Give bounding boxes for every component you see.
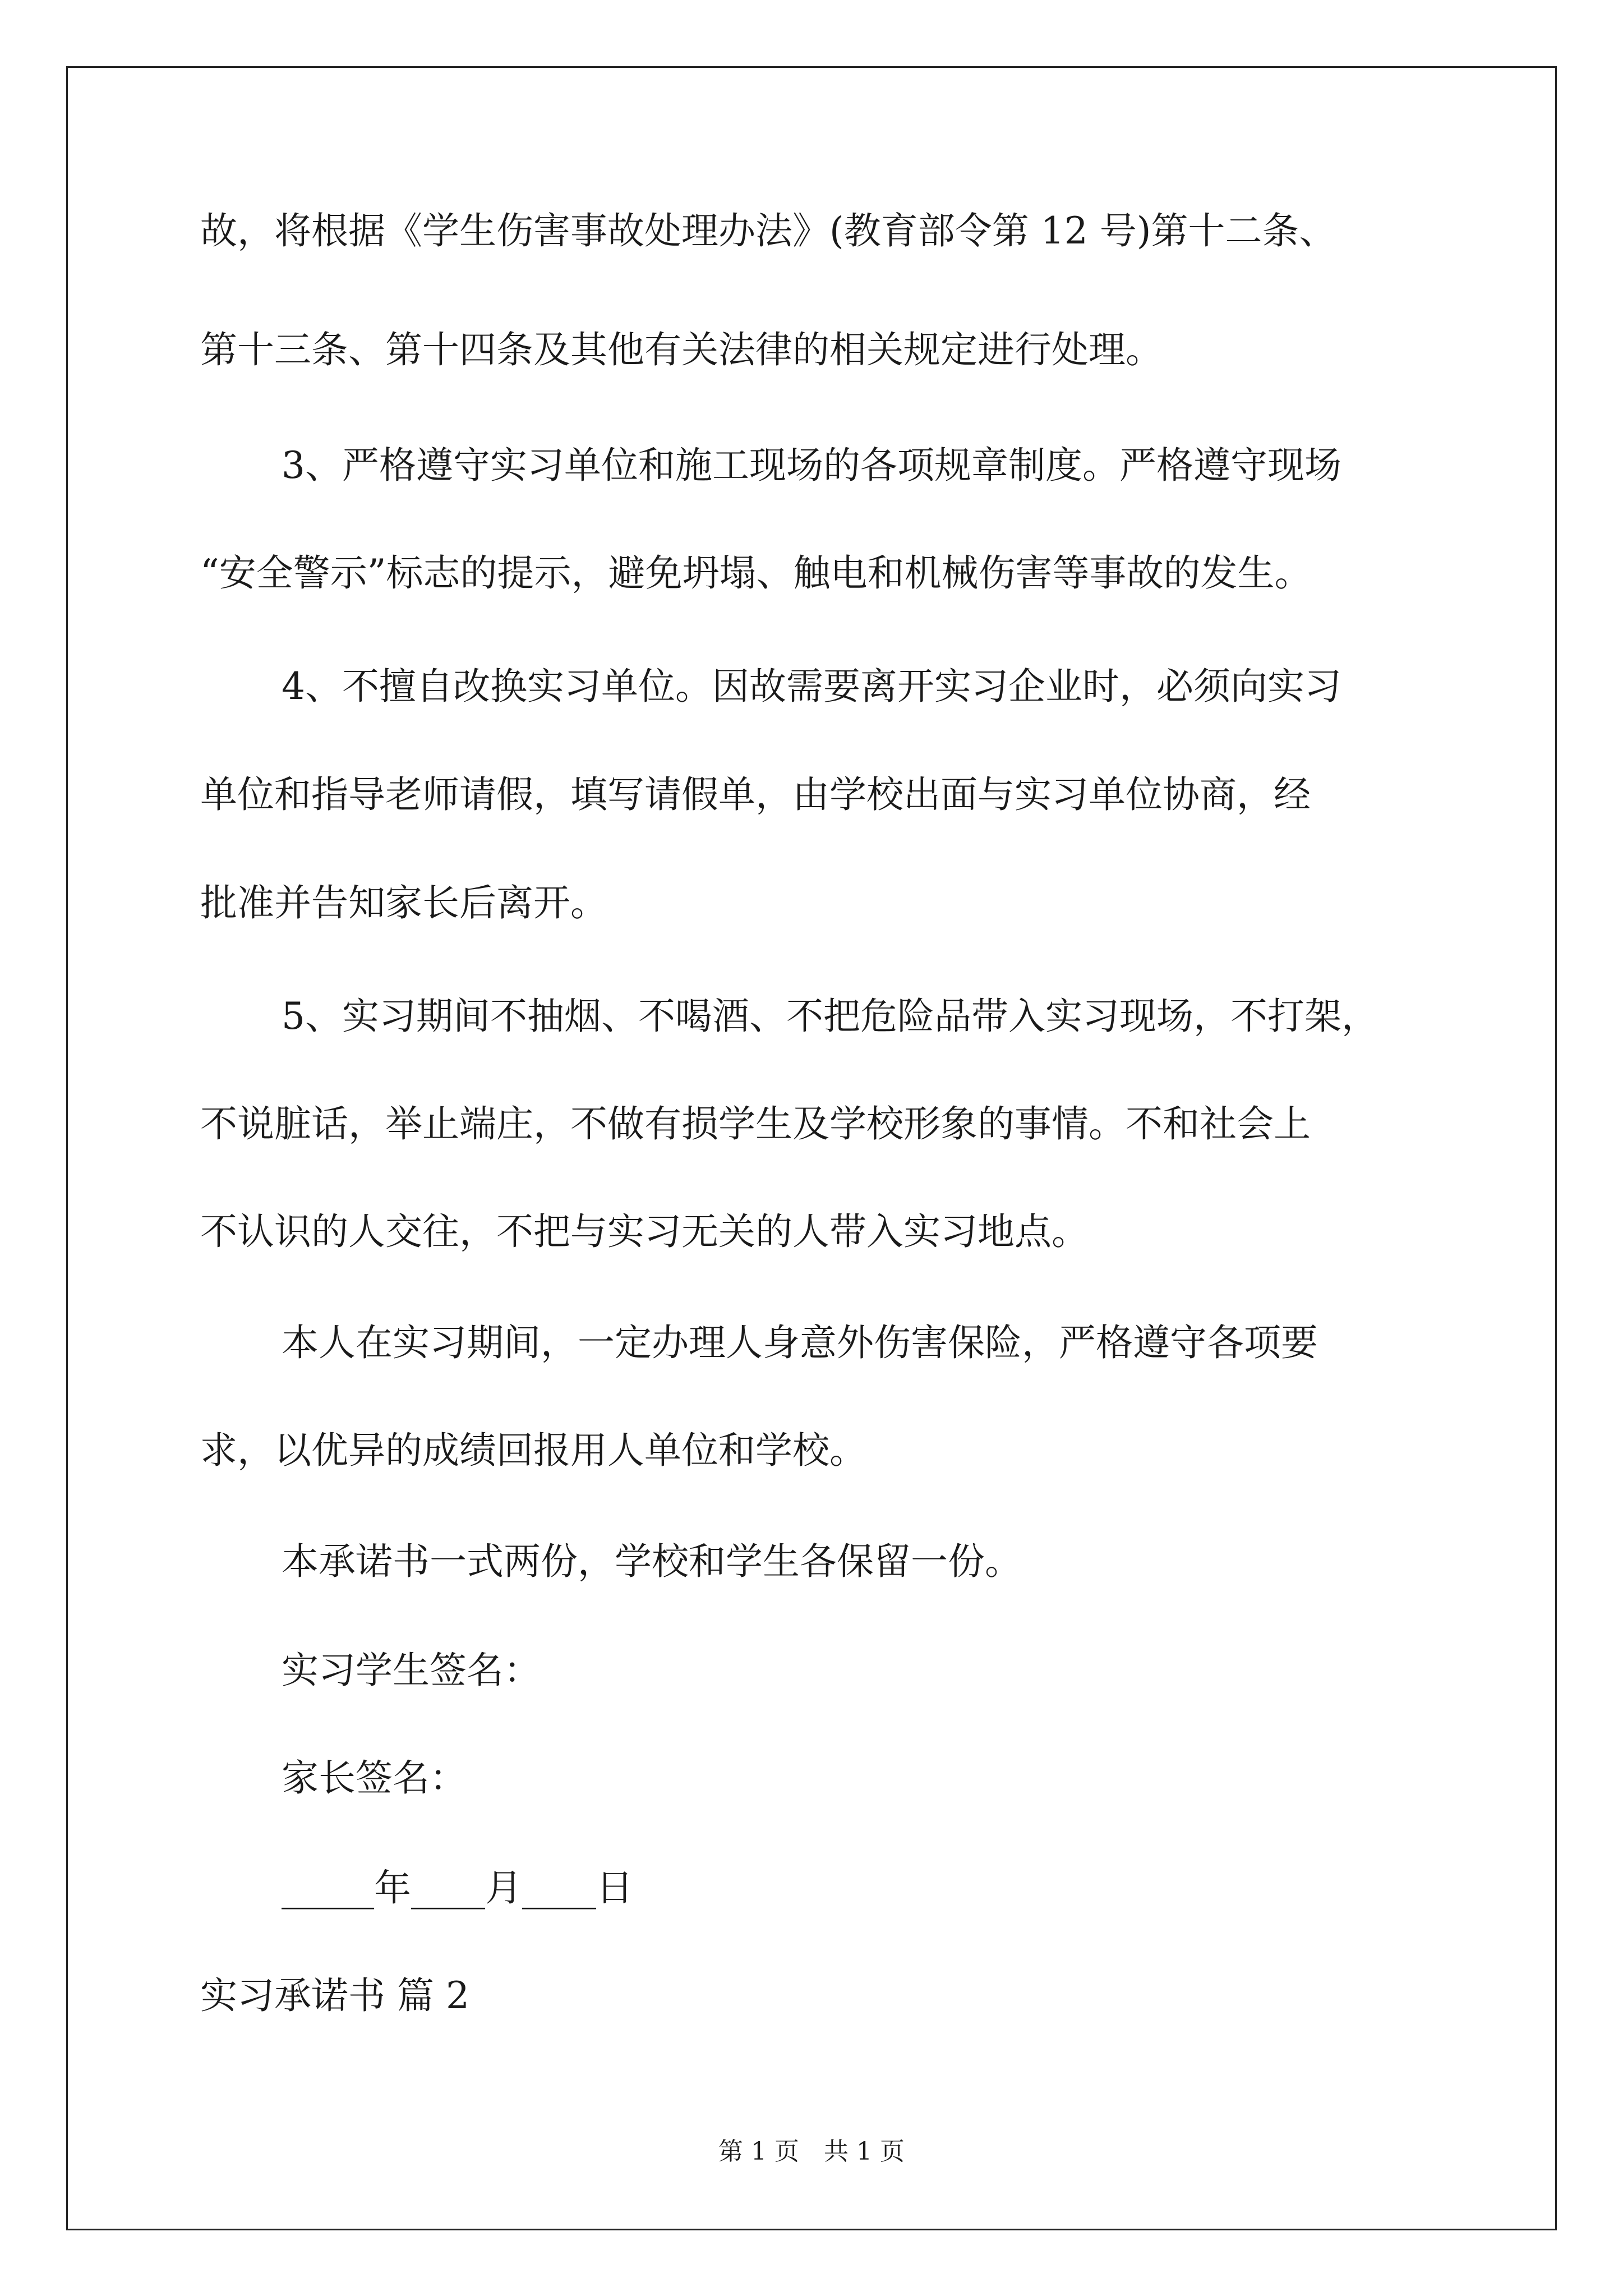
text-line: 第十三条、第十四条及其他有关法律的相关规定进行处理。 xyxy=(200,328,1163,371)
text-line: 批准并告知家长后离开。 xyxy=(200,881,607,924)
page-number: 第 1 页 共 1 页 xyxy=(718,2137,905,2166)
signature-student-label: 实习学生签名： xyxy=(282,1649,541,1692)
text-line: 4、不擅自改换实习单位。因故需要离开实习企业时，必须向实习 xyxy=(282,665,1341,708)
text-line: 5、实习期间不抽烟、不喝酒、不把危险品带入实习现场，不打架， xyxy=(282,995,1378,1038)
text-line: 不说脏话，举止端庄，不做有损学生及学校形象的事情。不和社会上 xyxy=(200,1102,1311,1145)
text-line: 不认识的人交往，不把与实习无关的人带入实习地点。 xyxy=(200,1210,1089,1253)
text-line: “安全警示”标志的提示，避免坍塌、触电和机械伤害等事故的发生。 xyxy=(200,551,1312,595)
text-line: 本承诺书一式两份，学校和学生各保留一份。 xyxy=(282,1540,1022,1583)
text-line: 故，将根据《学生伤害事故处理办法》(教育部令第 12 号)第十二条、 xyxy=(200,209,1336,252)
text-line: 本人在实习期间，一定办理人身意外伤害保险，严格遵守各项要 xyxy=(282,1321,1318,1364)
section-heading: 实习承诺书 篇 2 xyxy=(200,1974,469,2017)
date-line: _____年____月____日 xyxy=(282,1866,633,1910)
text-line: 3、严格遵守实习单位和施工现场的各项规章制度。严格遵守现场 xyxy=(282,444,1341,487)
signature-parent-label: 家长签名： xyxy=(282,1756,467,1800)
text-line: 求，以优异的成绩回报用人单位和学校。 xyxy=(200,1429,866,1472)
text-line: 单位和指导老师请假，填写请假单，由学校出面与实习单位协商，经 xyxy=(200,773,1311,816)
